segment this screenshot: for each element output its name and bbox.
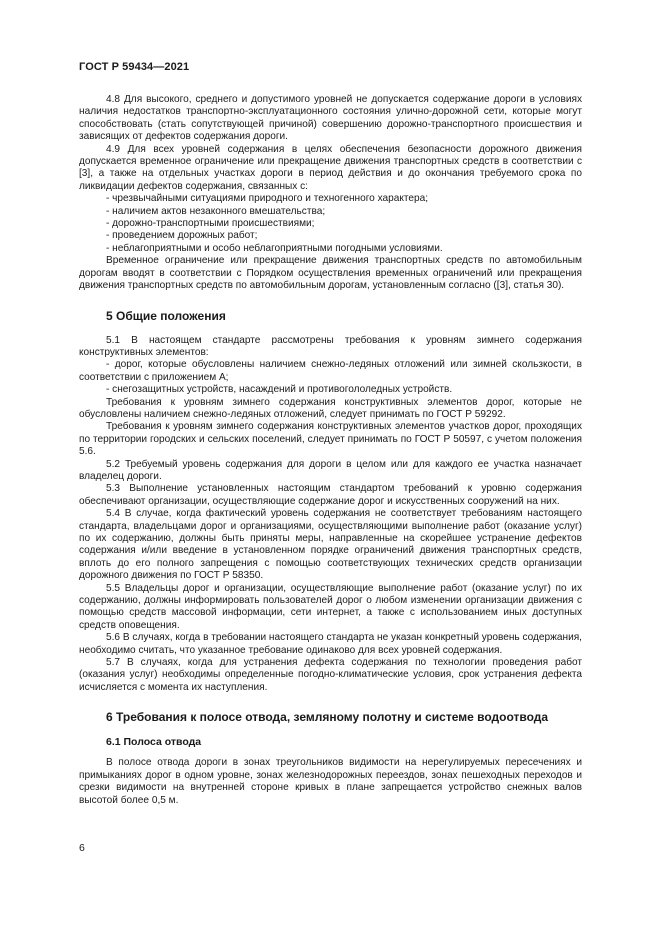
clause-5-6: 5.6 В случаях, когда в требовании настоящего стандарта не указан конкретный уровень содержания, необходимо считать, что указанное требование одинаково для всех уровней содержания. [79,632,582,656]
section-6-heading: 6 Требования к полосе отвода, земляному полотну и системе водоотвода [106,710,549,725]
clause-4-9: 4.9 Для всех уровней содержания в целях обеспечения безопасности дорожного движения допускается временное ограничение или прекращение движения транспортных средств в соответствии с [3], а также на отдельных участках дороги в период действия и до окончания требуемого срока по ликвидации дефектов содержания, связанных с: [79,143,582,192]
clause-4-8: 4.8 Для высокого, среднего и допустимого уровней не допускается содержание дороги в условиях наличия недостатков транспортно-эксплуатационного состояния улично-дорожной сети, которые могут способствовать (стать сопутствующей причиной) совершению дорожно-транспортного происшествия и зависящих от дефектов содержания дороги. [79,94,582,143]
list-item: - наличием актов незаконного вмешательства; [106,205,326,217]
page-number: 6 [79,842,85,854]
clause-5-1-a: Требования к уровням зимнего содержания конструктивных элементов дорог, которые не обусловлены наличием снежно-ледяных отложений, следует принимать по ГОСТ Р 59292. [79,396,582,420]
list-item: - неблагоприятными и особо неблагоприятными погодными условиями. [106,242,443,254]
clause-5-5: 5.5 Владельцы дорог и организации, осуществляющие выполнение работ (оказание услуг) по их содержанию, должны информировать пользователей дорог о любом изменении организации движения с помощью средств массовой информации, сети интернет, а также с использованием иных доступных средств оповещения. [79,582,582,631]
list-item: - дорог, которые обусловлены наличием снежно-ледяных отложений или зимней скользкости, в соответствии с приложением А; [79,359,582,383]
document-header: ГОСТ Р 59434—2021 [79,61,190,73]
clause-4-9-tail: Временное ограничение или прекращение движения транспортных средств по автомобильным дорогам вводят в соответствии с Порядком осуществления временных ограничений или прекращения движения транспортных средств по автомобильным дорогам, установленным согласно ([3], статья 30). [79,255,582,292]
list-item: - чрезвычайными ситуациями природного и техногенного характера; [106,193,429,205]
document-body [79,94,582,807]
clause-5-7: 5.7 В случаях, когда для устранения дефекта содержания по технологии проведения работ (оказания услуг) необходимы определенные погодно-климатические условия, срок устранения дефекта исчисляется с момента их наступления. [79,657,582,693]
subsection-6-1-heading: 6.1 Полоса отвода [106,736,202,749]
clause-5-4: 5.4 В случае, когда фактический уровень содержания не соответствует требованиям настоящего стандарта, владельцами дорог и организациями, осуществляющими выполнение работ (оказание услуг) по их содержанию, должны быть приняты меры, направленные на скорейшее устранение дефектов содержания и/или введение в установленном порядке ограничений движения транспортных средств, вплоть до его полного запрещения с помощью соответствующих технических средств организации дорожного движения по ГОСТ Р 58350. [79,508,582,582]
clause-5-1-b: Требования к уровням зимнего содержания конструктивных элементов участков дорог, проходящих по территории городских и сельских поселений, следует принимать по ГОСТ Р 50597, с учетом положения 5.6. [79,421,582,458]
clause-5-1: 5.1 В настоящем стандарте рассмотрены требования к уровням зимнего содержания конструктивных элементов: [79,334,582,358]
list-item: - проведением дорожных работ; [106,230,258,242]
clause-6-1: В полосе отвода дороги в зонах треугольников видимости на нерегулируемых пересечениях и примыканиях дорог в одном уровне, зонах железнодорожных переездов, зонах пешеходных переходов и срезки видимости на внутренней стороне кривых в плане запрещается устройство снежных валов высотой более 0,5 м. [79,757,582,806]
clause-5-3: 5.3 Выполнение установленных настоящим стандартом требований к уровню содержания обеспечивают организации, осуществляющие содержание дорог и искусственных сооружений на них. [79,483,582,507]
list-item: - дорожно-транспортными происшествиями; [106,218,315,230]
clause-5-2: 5.2 Требуемый уровень содержания для дороги в целом или для каждого ее участка назначает владелец дороги. [79,458,582,482]
list-item: - снегозащитных устройств, насаждений и противогололедных устройств. [106,384,453,396]
section-5-heading: 5 Общие положения [106,308,226,323]
